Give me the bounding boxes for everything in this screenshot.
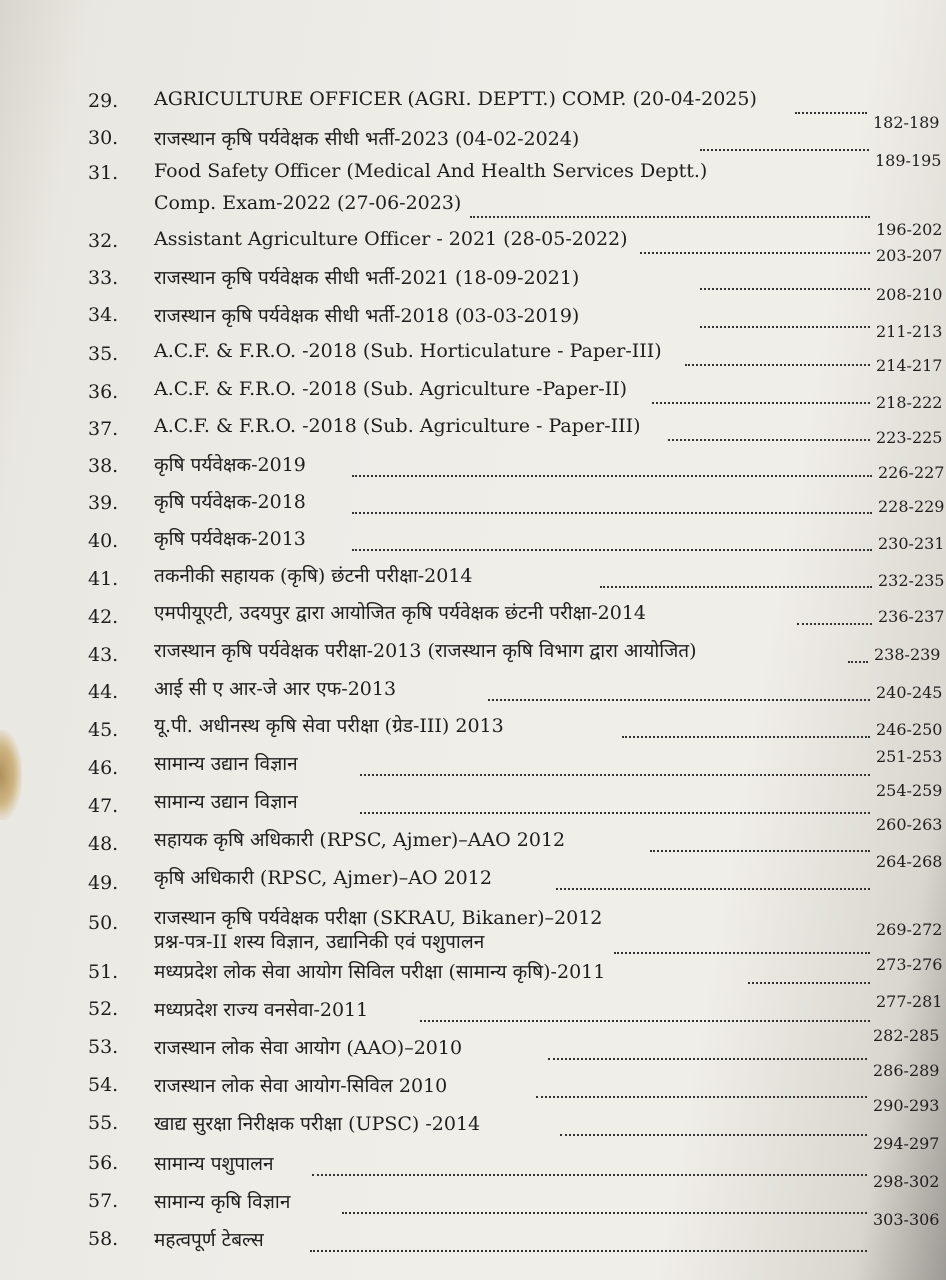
entry-title: A.C.F. & F.R.O. -2018 (Sub. Agriculture - Paper-III): [154, 415, 641, 437]
entry-title: A.C.F. & F.R.O. -2018 (Sub. Horticulature - Paper-III): [154, 340, 662, 362]
dot-leader: [685, 364, 870, 366]
entry-number: 57.: [88, 1190, 119, 1212]
entry-title: कृषि पर्यवेक्षक-2013: [154, 528, 306, 550]
entry-page-range: 214-217: [876, 356, 943, 375]
entry-number: 51.: [88, 961, 119, 983]
dot-leader: [600, 586, 872, 588]
entry-number: 34.: [88, 304, 119, 326]
entry-page-range: 238-239: [874, 645, 941, 664]
entry-number: 52.: [88, 998, 119, 1020]
entry-page-range: 273-276: [876, 955, 943, 974]
entry-page-range: 260-263: [876, 815, 943, 834]
entry-page-range: 226-227: [878, 463, 945, 482]
entry-number: 48.: [88, 833, 119, 855]
entry-title: मध्यप्रदेश लोक सेवा आयोग सिविल परीक्षा (सामान्य कृषि)-2011: [154, 961, 606, 983]
entry-number: 44.: [88, 681, 119, 703]
entry-page-range: 246-250: [876, 720, 943, 739]
dot-leader: [488, 699, 870, 701]
dot-leader: [797, 623, 872, 625]
dot-leader: [700, 288, 870, 290]
dot-leader: [748, 982, 870, 984]
entry-page-range: 211-213: [876, 322, 943, 341]
entry-title-continued: प्रश्न-पत्र-II शस्य विज्ञान, उद्यानिकी एवं पशुपालन: [154, 931, 485, 953]
entry-number: 33.: [88, 267, 119, 289]
entry-title: खाद्य सुरक्षा निरीक्षक परीक्षा (UPSC) -2014: [154, 1113, 481, 1135]
entry-page-range: 230-231: [878, 534, 945, 553]
entry-title: Assistant Agriculture Officer - 2021 (28-05-2022): [154, 228, 628, 250]
dot-leader: [668, 439, 870, 441]
entry-page-range: 269-272: [876, 920, 943, 939]
dot-leader: [652, 402, 870, 404]
entry-number: 47.: [88, 795, 119, 817]
dot-leader: [650, 850, 870, 852]
entry-page-range: 223-225: [876, 428, 943, 447]
entry-title: कृषि पर्यवेक्षक-2019: [154, 454, 306, 476]
entry-page-range: 232-235: [878, 571, 945, 590]
entry-page-range: 196-202: [876, 220, 943, 239]
entry-title: राजस्थान कृषि पर्यवेक्षक परीक्षा (SKRAU, Bikaner)–2012: [154, 907, 603, 929]
dot-leader: [614, 952, 870, 954]
entry-title: एमपीयूएटी, उदयपुर द्वारा आयोजित कृषि पर्यवेक्षक छंटनी परीक्षा-2014: [154, 602, 647, 624]
entry-title: AGRICULTURE OFFICER (AGRI. DEPTT.) COMP. (20-04-2025): [154, 88, 757, 110]
entry-title: राजस्थान कृषि पर्यवेक्षक सीधी भर्ती-2018 (03-03-2019): [154, 305, 580, 327]
entry-number: 43.: [88, 644, 119, 666]
entry-page-range: 298-302: [873, 1172, 940, 1191]
entry-title: A.C.F. & F.R.O. -2018 (Sub. Agriculture -Paper-II): [154, 378, 628, 400]
entry-page-range: 228-229: [878, 497, 945, 516]
entry-title: कृषि पर्यवेक्षक-2018: [154, 491, 306, 513]
entry-number: 58.: [88, 1228, 119, 1250]
entry-title: सहायक कृषि अधिकारी (RPSC, Ajmer)–AAO 2012: [154, 829, 566, 851]
entry-page-range: 277-281: [876, 992, 943, 1011]
entry-page-range: 254-259: [876, 781, 943, 800]
entry-title: आई सी ए आर-जे आर एफ-2013: [154, 678, 397, 700]
entry-title-continued: Comp. Exam-2022 (27-06-2023): [154, 192, 462, 214]
entry-number: 36.: [88, 381, 119, 403]
entry-page-range: 264-268: [876, 852, 943, 871]
entry-title: राजस्थान कृषि पर्यवेक्षक सीधी भर्ती-2021 (18-09-2021): [154, 267, 580, 289]
dot-leader: [360, 812, 870, 814]
dot-leader: [700, 149, 869, 151]
entry-number: 39.: [88, 492, 119, 514]
entry-title: सामान्य उद्यान विज्ञान: [154, 791, 298, 813]
entry-number: 55.: [88, 1112, 119, 1134]
entry-number: 46.: [88, 757, 119, 779]
dot-leader: [352, 512, 872, 514]
dot-leader: [622, 736, 870, 738]
entry-page-range: 218-222: [876, 393, 943, 412]
dot-leader: [420, 1020, 870, 1022]
entry-title: राजस्थान लोक सेवा आयोग (AAO)–2010: [154, 1037, 463, 1059]
dot-leader: [470, 216, 870, 218]
entry-number: 45.: [88, 719, 119, 741]
entry-page-range: 236-237: [878, 607, 945, 626]
dot-leader: [360, 774, 870, 776]
dot-leader: [312, 1174, 867, 1176]
entry-page-range: 182-189: [873, 113, 940, 132]
entry-page-range: 251-253: [876, 747, 943, 766]
entry-number: 29.: [88, 90, 119, 112]
entry-number: 41.: [88, 568, 119, 590]
entry-title: राजस्थान कृषि पर्यवेक्षक सीधी भर्ती-2023 (04-02-2024): [154, 128, 580, 150]
dot-leader: [700, 326, 870, 328]
entry-number: 38.: [88, 455, 119, 477]
entry-page-range: 282-285: [873, 1026, 940, 1045]
entry-number: 49.: [88, 872, 119, 894]
entry-page-range: 286-289: [873, 1061, 940, 1080]
dot-leader: [352, 475, 872, 477]
entry-title: यू.पी. अधीनस्थ कृषि सेवा परीक्षा (ग्रेड-III) 2013: [154, 715, 504, 737]
entry-title: राजस्थान कृषि पर्यवेक्षक परीक्षा-2013 (राजस्थान कृषि विभाग द्वारा आयोजित): [154, 640, 697, 662]
entry-page-range: 203-207: [876, 246, 943, 265]
entry-title: मध्यप्रदेश राज्य वनसेवा-2011: [154, 999, 369, 1021]
dot-leader: [556, 888, 870, 890]
entry-page-range: 294-297: [873, 1134, 940, 1153]
entry-page-range: 240-245: [876, 683, 943, 702]
entry-title: सामान्य पशुपालन: [154, 1153, 274, 1175]
entry-title: तकनीकी सहायक (कृषि) छंटनी परीक्षा-2014: [154, 565, 473, 587]
dot-leader: [310, 1250, 867, 1252]
entry-title: सामान्य कृषि विज्ञान: [154, 1191, 291, 1213]
entry-title: राजस्थान लोक सेवा आयोग-सिविल 2010: [154, 1075, 448, 1097]
entry-number: 42.: [88, 606, 119, 628]
entry-number: 37.: [88, 418, 119, 440]
dot-leader: [560, 1134, 867, 1136]
entry-title: कृषि अधिकारी (RPSC, Ajmer)–AO 2012: [154, 867, 492, 889]
entry-number: 32.: [88, 230, 119, 252]
entry-page-range: 208-210: [876, 285, 943, 304]
dot-leader: [536, 1096, 867, 1098]
entry-number: 53.: [88, 1036, 119, 1058]
entry-number: 56.: [88, 1152, 119, 1174]
entry-number: 35.: [88, 343, 119, 365]
entry-number: 50.: [88, 912, 119, 934]
entry-title: Food Safety Officer (Medical And Health Services Deptt.): [154, 160, 708, 182]
dot-leader: [548, 1058, 867, 1060]
entry-page-range: 303-306: [873, 1210, 940, 1229]
entry-number: 31.: [88, 162, 119, 184]
entry-title: सामान्य उद्यान विज्ञान: [154, 753, 298, 775]
entry-page-range: 290-293: [873, 1096, 940, 1115]
dot-leader: [795, 112, 867, 114]
dot-leader: [848, 661, 868, 663]
dot-leader: [342, 1212, 867, 1214]
entry-number: 30.: [88, 127, 119, 149]
entry-number: 40.: [88, 530, 119, 552]
dot-leader: [352, 549, 872, 551]
entry-number: 54.: [88, 1074, 119, 1096]
dot-leader: [640, 252, 870, 254]
entry-title: महत्वपूर्ण टेबल्स: [154, 1229, 264, 1251]
entry-page-range: 189-195: [875, 151, 942, 170]
